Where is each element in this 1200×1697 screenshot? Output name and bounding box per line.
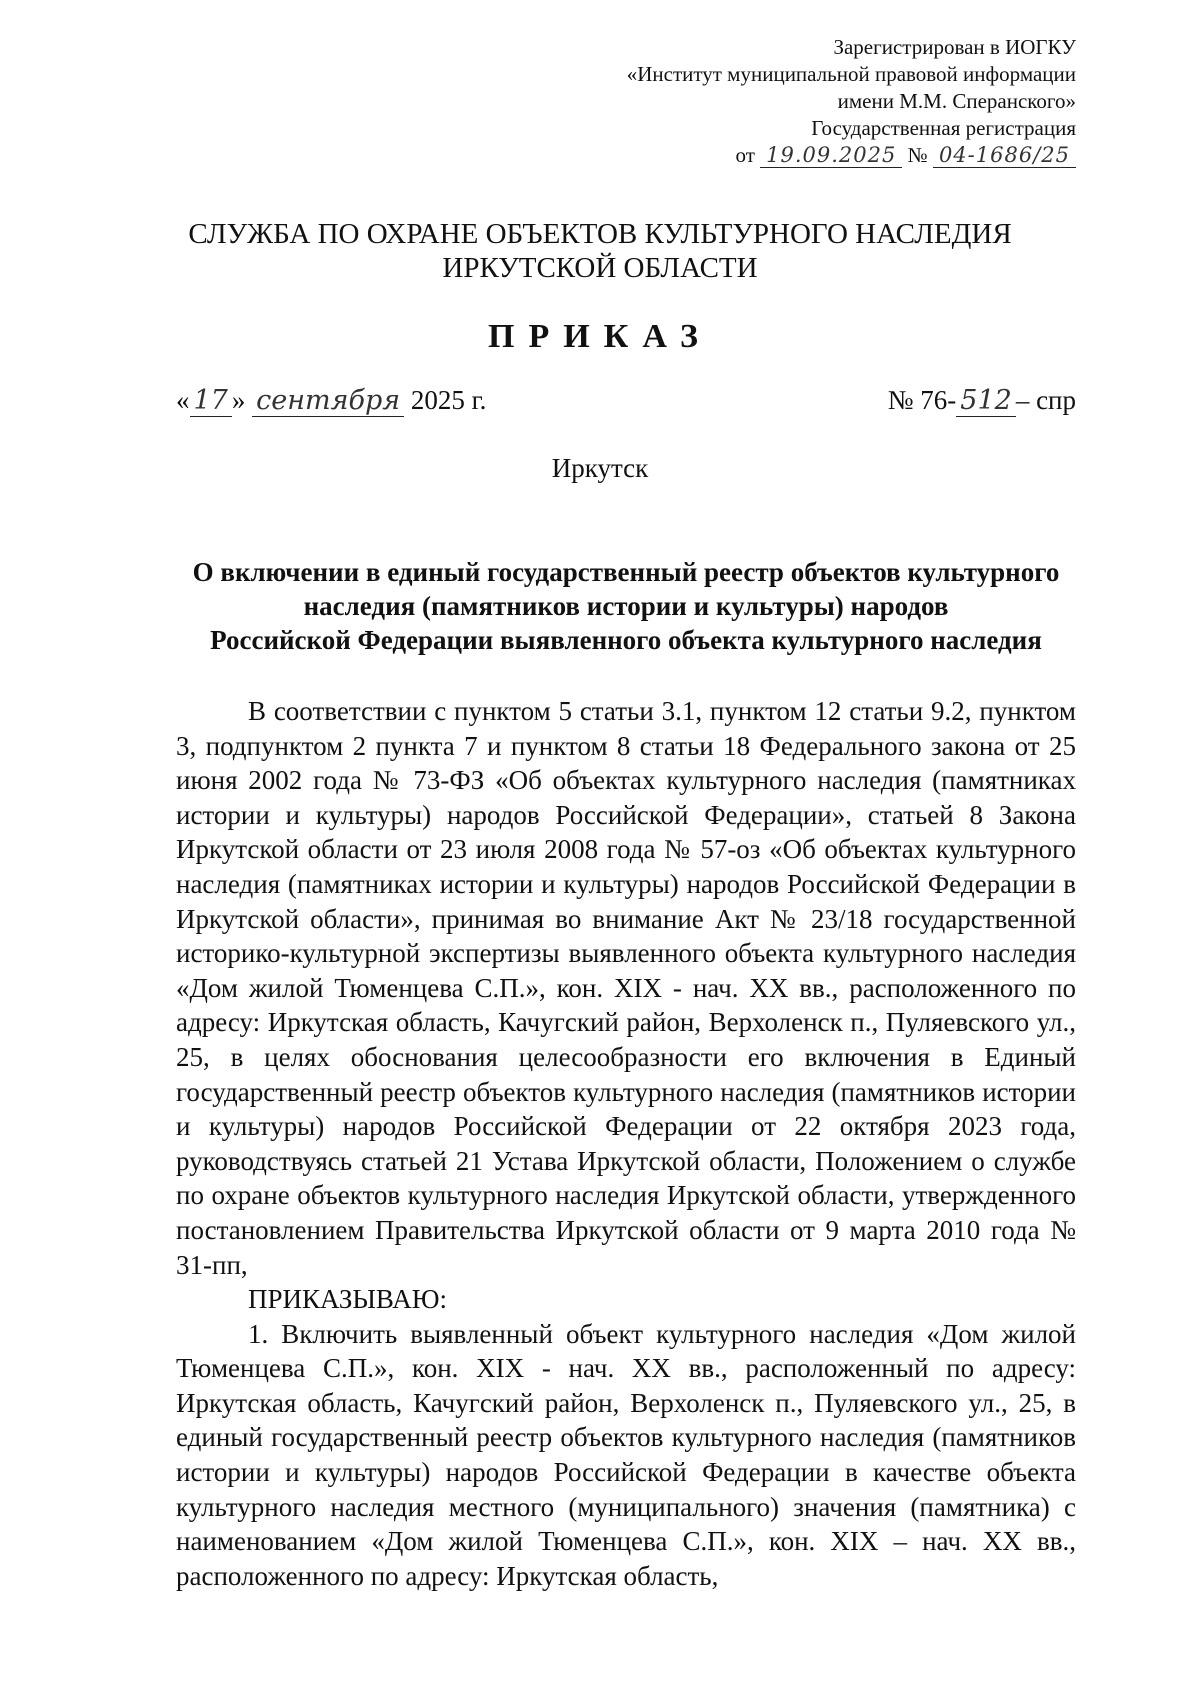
agency-name xyxy=(0,217,1200,285)
registration-date-handwritten: 19.09.2025 xyxy=(760,143,902,168)
order-subject xyxy=(176,555,1076,657)
subject-line-2: наследия (памятников истории и культуры) народов xyxy=(303,591,949,621)
city: Иркутск xyxy=(551,453,649,483)
subject-line-1: О включении в единый государственный реестр объектов культурного xyxy=(192,557,1060,587)
date-day-handwritten: 17 xyxy=(190,385,232,417)
registration-from-label: от xyxy=(735,143,755,167)
registration-number-line xyxy=(627,142,1076,169)
date-open-quote: « xyxy=(176,385,190,415)
subject-line-3: Российской Федерации выявленного объекта культурного наследия xyxy=(210,625,1042,655)
order-number xyxy=(888,385,1076,416)
registration-number-handwritten: 04-1686/25 xyxy=(933,143,1076,168)
registration-line-2: «Институт муниципальной правовой информации xyxy=(626,62,1076,86)
order-number-suffix: – спр xyxy=(1015,385,1076,415)
date-year: 2025 г. xyxy=(410,385,487,415)
order-number-prefix: № 76- xyxy=(887,385,957,415)
agency-name-line-1: СЛУЖБА ПО ОХРАНЕ ОБЪЕКТОВ КУЛЬТУРНОГО НАСЛЕДИЯ xyxy=(188,218,1012,250)
date-close-quote: » xyxy=(231,385,246,415)
order-number-handwritten: 512 xyxy=(956,385,1016,417)
order-date xyxy=(176,385,486,416)
agency-name-line-2: ИРКУТСКОЙ ОБЛАСТИ xyxy=(442,252,758,284)
order-item-1: 1. Включить выявленный объект культурного наследия «Дом жилой Тюменцева С.П.», кон. XIX - нач. XX вв., расположенный по адресу: Иркутская область, Качугский район, Верхоленск п., Пуляевского ул., 25, в единый государственный реестр объектов культурного наследия (памятников истории и культуры) народов Российской Федерации в качестве объекта культурного наследия местного (муниципального) значения (памятника) с наименованием «Дом жилой Тюменцева С.П.», кон. XIX – нач. XX вв., расположенного по адресу: Иркутская область, xyxy=(176,1318,1076,1591)
registration-line-1: Зарегистрирован в ИОГКУ xyxy=(833,35,1076,59)
registration-no-label: № xyxy=(907,143,928,167)
registration-line-3: имени М.М. Сперанского» xyxy=(837,89,1076,113)
order-word: ПРИКАЗЫВАЮ: xyxy=(248,1284,447,1315)
order-body xyxy=(176,694,1076,1593)
date-month-handwritten: сентября xyxy=(252,385,404,417)
registration-line-4: Государственная регистрация xyxy=(811,116,1076,140)
registration-stamp xyxy=(627,34,1076,169)
document-type-title: ПРИКАЗ xyxy=(488,318,712,355)
preamble-paragraph: В соответствии с пунктом 5 статьи 3.1, пунктом 12 статьи 9.2, пунктом 3, подпунктом 2 пункта 7 и пунктом 8 статьи 18 Федерального закона от 25 июня 2002 года № 73-ФЗ «Об объектах культурного наследия (памятниках истории и культуры) народов Российской Федерации», статьей 8 Закона Иркутской области от 23 июля 2008 года № 57-оз «Об объектах культурного наследия (памятниках истории и культуры) народов Российской Федерации в Иркутской области», принимая во внимание Акт № 23/18 государственной историко-культурной экспертизы выявленного объекта культурного наследия «Дом жилой Тюменцева С.П.», кон. XIX - нач. XX вв., расположенного по адресу: Иркутская область, Качугский район, Верхоленск п., Пуляевского ул., 25, в целях обоснования целесообразности его включения в Единый государственный реестр объектов культурного наследия (памятников истории и культуры) народов Российской Федерации от 22 октября 2023 года, руководствуясь статьей 21 Устава Иркутской области, Положением о службе по охране объектов культурного наследия Иркутской области, утвержденного постановлением Правительства Иркутской области от 9 марта 2010 года № 31-пп, xyxy=(176,696,1076,1280)
